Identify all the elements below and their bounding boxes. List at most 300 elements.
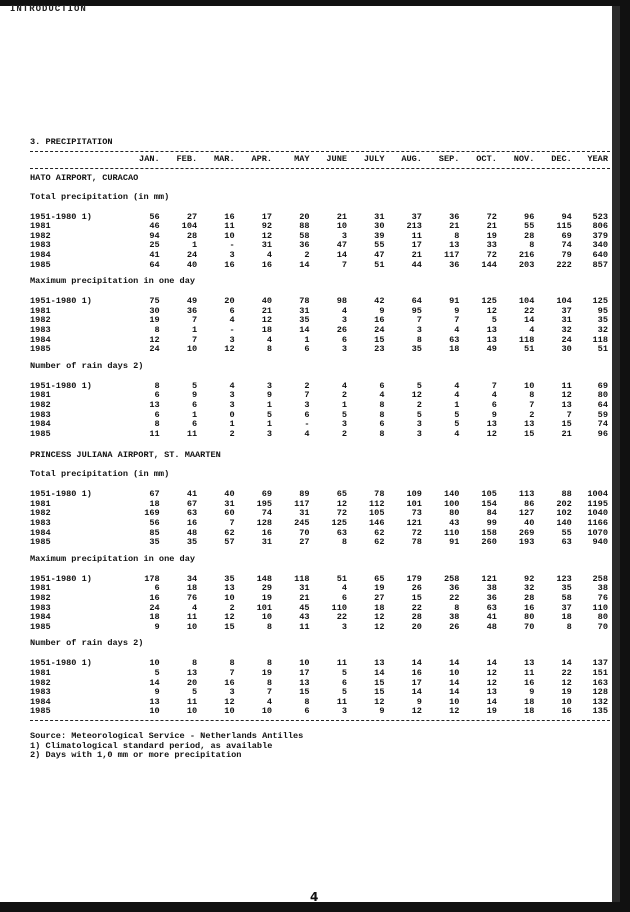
- cell-value: 10: [449, 696, 460, 707]
- row-label: 1982: [30, 508, 51, 519]
- cell-value: 47: [336, 240, 348, 251]
- cell-value: 16: [261, 259, 273, 270]
- cell-value: 3: [341, 419, 348, 430]
- cell-value: 6: [191, 419, 198, 430]
- cell-value: 12: [486, 428, 497, 439]
- row-label: 1984: [30, 527, 51, 538]
- cell-value: 60: [224, 508, 235, 519]
- cell-value: 31: [261, 537, 273, 548]
- row-label: 1985: [30, 706, 51, 717]
- cell-value: 48: [186, 527, 198, 538]
- cell-value: 8: [266, 344, 273, 355]
- cell-value: 8: [266, 621, 273, 632]
- cell-value: 5: [454, 419, 460, 430]
- cell-value: 12: [224, 696, 235, 707]
- table-row: [30, 538, 608, 548]
- cell-value: 5: [191, 687, 198, 698]
- cell-value: 34: [186, 573, 198, 584]
- cell-value: 3: [341, 621, 348, 632]
- cell-value: 8: [266, 658, 273, 669]
- row-label: 1982: [30, 399, 51, 410]
- cell-value: 128: [256, 518, 273, 529]
- column-header: FEB.: [176, 154, 198, 165]
- cell-value: 16: [261, 527, 273, 538]
- column-header: OCT.: [476, 154, 497, 165]
- cell-value: 15: [224, 621, 235, 632]
- cell-value: 96: [597, 428, 608, 439]
- table-row: [30, 232, 608, 242]
- cell-value: 16: [411, 668, 422, 678]
- cell-value: 14: [524, 315, 535, 326]
- column-header-table: [30, 154, 608, 167]
- cell-value: 74: [561, 240, 572, 251]
- cell-value: 104: [556, 296, 572, 307]
- cell-value: 37: [561, 305, 572, 316]
- cell-value: 8: [529, 240, 535, 251]
- column-header: JUNE: [326, 154, 348, 165]
- cell-value: 115: [556, 221, 572, 232]
- cell-value: 10: [261, 706, 273, 717]
- cell-value: 18: [524, 696, 535, 707]
- cell-value: 56: [149, 518, 160, 529]
- cell-value: 379: [592, 230, 608, 241]
- cell-value: 5: [341, 687, 348, 698]
- cell-value: 806: [592, 221, 608, 232]
- station-section: [30, 174, 610, 440]
- cell-value: 13: [486, 419, 497, 430]
- cell-value: 38: [486, 583, 497, 594]
- cell-value: 178: [144, 573, 160, 584]
- cell-value: 80: [524, 612, 535, 623]
- cell-value: 113: [518, 489, 535, 500]
- cell-value: 8: [416, 334, 422, 345]
- cell-value: 5: [454, 409, 460, 420]
- divider: [30, 168, 610, 170]
- cell-value: 2: [304, 249, 310, 260]
- cell-value: 11: [411, 230, 422, 241]
- cell-value: 24: [374, 324, 385, 335]
- block-title: Number of rain days 2): [30, 638, 144, 649]
- cell-value: 14: [149, 677, 160, 688]
- cell-value: 35: [224, 573, 235, 584]
- cell-value: 148: [256, 573, 273, 584]
- cell-value: 4: [304, 428, 310, 439]
- cell-value: 78: [299, 296, 310, 307]
- cell-value: 8: [454, 602, 460, 613]
- cell-value: 26: [449, 621, 460, 632]
- cell-value: 6: [491, 399, 497, 410]
- cell-value: 55: [374, 240, 385, 251]
- cell-value: 23: [374, 344, 385, 355]
- data-table: [30, 297, 608, 355]
- cell-value: 2: [416, 399, 422, 410]
- cell-value: 11: [224, 221, 235, 232]
- cell-value: 73: [411, 508, 422, 519]
- cell-value: 10: [299, 658, 310, 669]
- cell-value: 14: [411, 687, 422, 698]
- cell-value: 12: [411, 706, 422, 717]
- cell-value: -: [229, 240, 235, 251]
- cell-value: 102: [556, 508, 572, 519]
- cell-value: 1004: [587, 489, 608, 500]
- cell-value: 56: [149, 211, 160, 222]
- cell-value: 78: [411, 537, 422, 548]
- source-note: Source: Meteorological Service - Netherlands Antilles: [30, 730, 304, 741]
- cell-value: 22: [336, 612, 348, 623]
- cell-value: 65: [374, 573, 385, 584]
- cell-value: 22: [449, 593, 460, 604]
- cell-value: 15: [374, 334, 385, 345]
- cell-value: 39: [374, 230, 385, 241]
- cell-value: 10: [149, 706, 160, 717]
- cell-value: 29: [261, 583, 273, 594]
- cell-value: 70: [299, 527, 310, 538]
- cell-value: 64: [597, 399, 608, 410]
- cell-value: 22: [524, 305, 535, 316]
- cell-value: 40: [524, 518, 535, 529]
- cell-value: 69: [561, 230, 572, 241]
- cell-value: 79: [561, 249, 572, 260]
- cell-value: 8: [304, 696, 310, 707]
- cell-value: 30: [149, 305, 160, 316]
- cell-value: 12: [411, 390, 422, 401]
- cell-value: 13: [561, 399, 572, 410]
- cell-value: 14: [411, 658, 422, 669]
- cell-value: 80: [449, 508, 460, 519]
- cell-value: 18: [561, 612, 572, 623]
- table-row: [30, 345, 608, 355]
- cell-value: 17: [299, 668, 310, 678]
- cell-value: 3: [416, 419, 422, 430]
- cell-value: 4: [491, 390, 497, 401]
- cell-value: 7: [341, 259, 348, 270]
- cell-value: 32: [524, 583, 535, 594]
- cell-value: 12: [224, 344, 235, 355]
- cell-value: 104: [181, 221, 198, 232]
- cell-value: 8: [229, 658, 235, 669]
- cell-value: 195: [256, 498, 273, 509]
- cell-value: 72: [486, 211, 497, 222]
- cell-value: 35: [186, 537, 198, 548]
- cell-value: 21: [336, 211, 348, 222]
- cell-value: 4: [266, 334, 273, 345]
- cell-value: 5: [191, 380, 198, 391]
- row-label: 1984: [30, 334, 51, 345]
- cell-value: 258: [592, 573, 608, 584]
- cell-value: 10: [224, 706, 235, 717]
- cell-value: 6: [379, 419, 385, 430]
- cell-value: 85: [149, 527, 160, 538]
- cell-value: 15: [524, 428, 535, 439]
- cell-value: 15: [374, 677, 385, 688]
- cell-value: 58: [299, 230, 310, 241]
- cell-value: 2: [529, 409, 535, 420]
- cell-value: 12: [261, 315, 273, 326]
- cell-value: 55: [524, 221, 535, 232]
- cell-value: 6: [341, 334, 348, 345]
- cell-value: 1: [304, 334, 310, 345]
- cell-value: 1195: [587, 498, 608, 509]
- cell-value: 59: [597, 409, 608, 420]
- row-label: 1984: [30, 419, 51, 430]
- cell-value: 7: [229, 668, 235, 678]
- cell-value: 2: [229, 428, 235, 439]
- cell-value: 4: [341, 305, 348, 316]
- cell-value: 151: [592, 668, 608, 678]
- cell-value: 3: [229, 334, 235, 345]
- cell-value: 6: [154, 583, 160, 594]
- cell-value: 11: [336, 658, 348, 669]
- cell-value: 67: [149, 489, 160, 500]
- cell-value: 158: [481, 527, 497, 538]
- cell-value: 21: [486, 221, 497, 232]
- cell-value: 31: [261, 240, 273, 251]
- cell-value: 14: [299, 259, 310, 270]
- cell-value: 9: [529, 687, 535, 698]
- cell-value: 105: [481, 489, 497, 500]
- cell-value: 6: [304, 409, 310, 420]
- table-row: [30, 297, 608, 307]
- table-row: [30, 307, 608, 317]
- cell-value: 3: [416, 428, 422, 439]
- cell-value: 72: [411, 527, 422, 538]
- cell-value: 340: [592, 240, 608, 251]
- cell-value: 19: [486, 706, 497, 717]
- cell-value: 117: [294, 498, 310, 509]
- cell-value: 14: [374, 668, 385, 678]
- cell-value: 8: [529, 390, 535, 401]
- cell-value: 140: [443, 489, 460, 500]
- cell-value: 11: [299, 621, 310, 632]
- cell-value: 62: [374, 527, 385, 538]
- row-label: 1982: [30, 315, 51, 326]
- cell-value: 44: [411, 259, 422, 270]
- cell-value: 154: [481, 498, 497, 509]
- cell-value: 45: [299, 602, 310, 613]
- cell-value: 125: [331, 518, 348, 529]
- cell-value: 31: [299, 508, 310, 519]
- cell-value: 76: [597, 593, 608, 604]
- cell-value: 7: [191, 334, 198, 345]
- cell-value: 28: [411, 612, 422, 623]
- table-row: [30, 594, 608, 604]
- table-row: [30, 698, 608, 708]
- cell-value: 5: [341, 668, 348, 678]
- cell-value: 74: [597, 419, 608, 430]
- column-header: MAR.: [213, 154, 235, 165]
- cell-value: 13: [486, 687, 497, 698]
- cell-value: 10: [561, 696, 572, 707]
- cell-value: 30: [561, 344, 572, 355]
- cell-value: 8: [341, 537, 348, 548]
- cell-value: 49: [486, 344, 497, 355]
- cell-value: 62: [374, 537, 385, 548]
- cell-value: 36: [486, 593, 497, 604]
- cell-value: 26: [336, 324, 348, 335]
- cell-value: 33: [486, 240, 497, 251]
- row-label: 1951-1980 1): [30, 658, 92, 669]
- cell-value: 12: [224, 612, 235, 623]
- table-row: [30, 316, 608, 326]
- cell-value: 38: [449, 612, 460, 623]
- table-row: [30, 430, 608, 440]
- cell-value: 8: [154, 419, 160, 430]
- cell-value: 86: [524, 498, 535, 509]
- cell-value: 22: [561, 668, 572, 678]
- cell-value: 123: [556, 573, 572, 584]
- cell-value: 19: [486, 230, 497, 241]
- cell-value: 258: [443, 573, 460, 584]
- row-label: 1981: [30, 583, 51, 594]
- cell-value: 940: [592, 537, 608, 548]
- cell-value: 857: [592, 259, 608, 270]
- stations-container: [30, 174, 610, 717]
- cell-value: 12: [561, 390, 572, 401]
- row-label: 1985: [30, 428, 51, 439]
- cell-value: 17: [261, 211, 273, 222]
- cell-value: 69: [597, 380, 608, 391]
- cell-value: 6: [379, 380, 385, 391]
- cell-value: 36: [449, 583, 460, 594]
- cell-value: 5: [266, 409, 273, 420]
- column-header: JULY: [363, 154, 385, 165]
- cell-value: 4: [454, 380, 460, 391]
- cell-value: 49: [186, 296, 198, 307]
- cell-value: 125: [592, 296, 608, 307]
- cell-value: 118: [518, 334, 535, 345]
- cell-value: 18: [149, 612, 160, 623]
- running-header: INTRODUCTION: [10, 4, 87, 14]
- cell-value: 21: [299, 593, 310, 604]
- cell-value: 6: [341, 593, 348, 604]
- cell-value: 20: [186, 677, 198, 688]
- cell-value: 5: [416, 409, 422, 420]
- cell-value: 28: [524, 593, 535, 604]
- cell-value: 31: [224, 498, 235, 509]
- cell-value: 16: [149, 593, 160, 604]
- cell-value: 15: [561, 419, 572, 430]
- cell-value: 57: [224, 537, 235, 548]
- cell-value: 9: [491, 409, 497, 420]
- table-row: [30, 336, 608, 346]
- cell-value: 109: [406, 489, 422, 500]
- cell-value: 38: [597, 583, 608, 594]
- column-header: NOV.: [513, 154, 535, 165]
- cell-value: 12: [149, 334, 160, 345]
- cell-value: 51: [374, 259, 385, 270]
- row-label: 1983: [30, 687, 51, 698]
- cell-value: 13: [224, 583, 235, 594]
- cell-value: 4: [341, 583, 348, 594]
- cell-value: 523: [592, 211, 608, 222]
- cell-value: 55: [561, 527, 572, 538]
- cell-value: 4: [191, 602, 198, 613]
- cell-value: 216: [518, 249, 535, 260]
- page-number: 4: [310, 890, 319, 904]
- cell-value: 4: [266, 249, 273, 260]
- cell-value: 12: [261, 230, 273, 241]
- cell-value: 10: [449, 668, 460, 678]
- cell-value: 144: [481, 259, 497, 270]
- cell-value: 91: [449, 537, 460, 548]
- cell-value: 7: [566, 409, 572, 420]
- column-header: MAY: [294, 154, 310, 165]
- data-table: [30, 575, 608, 633]
- cell-value: 27: [374, 593, 385, 604]
- cell-value: 17: [411, 677, 422, 688]
- cell-value: 3: [229, 249, 235, 260]
- cell-value: 51: [524, 344, 535, 355]
- cell-value: 140: [556, 518, 572, 529]
- station-name: HATO AIRPORT, CURACAO: [30, 172, 139, 183]
- row-label: 1981: [30, 668, 51, 678]
- table-row: [30, 688, 608, 698]
- cell-value: 12: [374, 621, 385, 632]
- cell-value: 110: [443, 527, 460, 538]
- cell-value: 1166: [587, 518, 608, 529]
- cell-value: 13: [149, 399, 160, 410]
- cell-value: 18: [524, 706, 535, 717]
- cell-value: 3: [229, 399, 235, 410]
- cell-value: 7: [266, 687, 273, 698]
- cell-value: 14: [486, 658, 497, 669]
- cell-value: 6: [341, 677, 348, 688]
- cell-value: 91: [449, 296, 460, 307]
- cell-value: 118: [294, 573, 310, 584]
- row-label: 1983: [30, 602, 51, 613]
- cell-value: 70: [597, 621, 608, 632]
- cell-value: 88: [561, 489, 572, 500]
- cell-value: 9: [416, 696, 422, 707]
- cell-value: 26: [411, 583, 422, 594]
- cell-value: 40: [186, 259, 198, 270]
- cell-value: 4: [529, 324, 535, 335]
- cell-value: 27: [299, 537, 310, 548]
- cell-value: 72: [486, 249, 497, 260]
- row-label: 1982: [30, 677, 51, 688]
- cell-value: 10: [186, 706, 198, 717]
- divider: [30, 151, 610, 153]
- cell-value: 92: [524, 573, 535, 584]
- cell-value: 112: [369, 498, 385, 509]
- cell-value: 78: [374, 489, 385, 500]
- data-table: [30, 659, 608, 717]
- cell-value: 13: [186, 668, 198, 678]
- cell-value: 37: [561, 602, 572, 613]
- cell-value: 13: [299, 677, 310, 688]
- cell-value: 110: [592, 602, 608, 613]
- cell-value: 3: [341, 344, 348, 355]
- cell-value: 13: [524, 419, 535, 430]
- block-title: Maximum precipitation in one day: [30, 276, 196, 287]
- cell-value: 75: [149, 296, 160, 307]
- cell-value: 63: [561, 537, 572, 548]
- cell-value: 12: [449, 706, 460, 717]
- cell-value: 19: [149, 315, 160, 326]
- cell-value: 47: [374, 249, 385, 260]
- cell-value: 8: [379, 428, 385, 439]
- cell-value: 9: [154, 621, 160, 632]
- cell-value: 80: [597, 390, 608, 401]
- cell-value: 96: [524, 211, 535, 222]
- block-title: Total precipitation (in mm): [30, 469, 170, 480]
- cell-value: 35: [299, 315, 310, 326]
- column-header: JAN.: [139, 154, 160, 165]
- cell-value: 19: [261, 668, 273, 678]
- cell-value: 31: [299, 583, 310, 594]
- cell-value: 63: [186, 508, 198, 519]
- cell-value: 4: [229, 380, 235, 391]
